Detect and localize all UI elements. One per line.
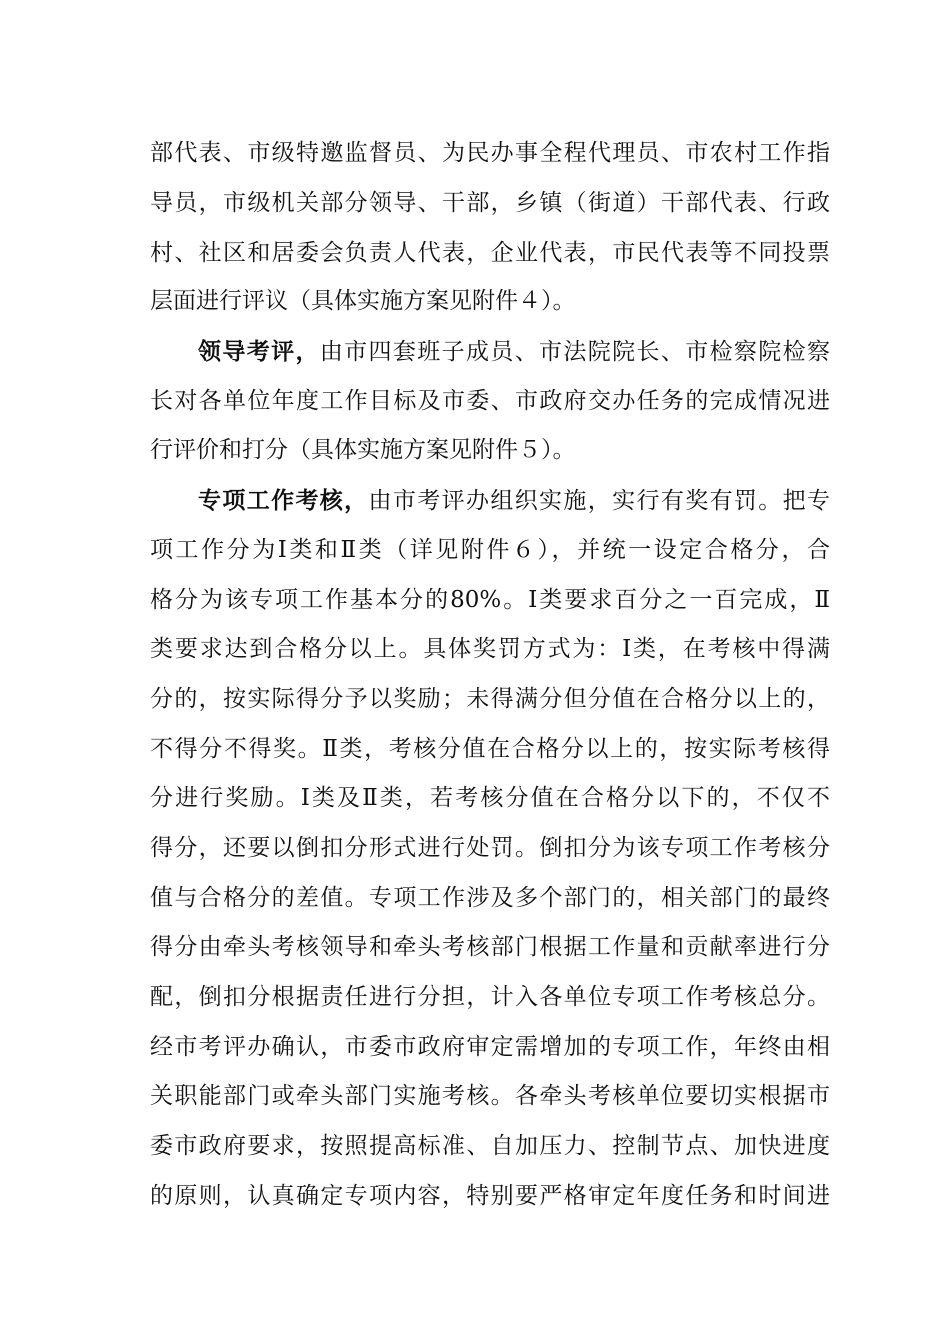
text-line: 类要求达到合格分以上。具体奖罚方式为：Ⅰ类，在考核中得满	[150, 636, 830, 662]
text-line: 关职能部门或牵头部门实施考核。各牵头考核单位要切实根据市	[150, 1083, 830, 1109]
paragraph-lead: 专项工作考核，	[198, 487, 369, 514]
text-line: 导员，市级机关部分领导、干部，乡镇（街道）干部代表、行政	[150, 190, 830, 216]
text-line: 分进行奖励。Ⅰ类及Ⅱ类，若考核分值在合格分以下的，不仅不	[150, 785, 830, 811]
text-line: 不得分不得奖。Ⅱ类，考核分值在合格分以上的，按实际考核得	[150, 736, 830, 762]
text-line: 配，倒扣分根据责任进行分担，计入各单位专项工作考核总分。	[150, 984, 830, 1010]
paragraph-lead: 领导考评，	[198, 338, 320, 365]
text-line: 得分由牵头考核领导和牵头考核部门根据工作量和贡献率进行分	[150, 934, 830, 960]
text-line: 村、社区和居委会负责人代表，企业代表，市民代表等不同投票	[150, 240, 830, 266]
text-line	[198, 337, 830, 367]
text-line: 长对各单位年度工作目标及市委、市政府交办任务的完成情况进	[150, 388, 830, 414]
text-line: 的原则，认真确定专项内容，特别要严格审定年度任务和时间进	[150, 1183, 830, 1209]
text-line	[198, 486, 830, 516]
text-span: 由市四套班子成员、市法院院长、市检察院检察	[319, 339, 831, 365]
text-line: 分的，按实际得分予以奖励；未得满分但分值在合格分以上的，	[150, 686, 830, 712]
text-line: 格分为该专项工作基本分的80%。Ⅰ类要求百分之一百完成，Ⅱ	[150, 587, 830, 613]
text-line: 得分，还要以倒扣分形式进行处罚。倒扣分为该专项工作考核分	[150, 835, 830, 861]
text-line: 层面进行评议（具体实施方案见附件４）。	[150, 288, 576, 314]
text-line: 委市政府要求，按照提高标准、自加压力、控制节点、加快进度	[150, 1133, 830, 1159]
text-line: 项工作分为Ⅰ类和Ⅱ类（详见附件６），并统一设定合格分，合	[150, 537, 830, 563]
text-line: 部代表、市级特邀监督员、为民办事全程代理员、市农村工作指	[150, 140, 830, 166]
text-line: 行评价和打分（具体实施方案见附件５）。	[150, 437, 576, 463]
text-line: 经市考评办确认，市委市政府审定需增加的专项工作，年终由相	[150, 1034, 830, 1060]
text-span: 由市考评办组织实施，实行有奖有罚。把专	[368, 488, 831, 514]
text-line: 值与合格分的差值。专项工作涉及多个部门的，相关部门的最终	[150, 885, 830, 911]
